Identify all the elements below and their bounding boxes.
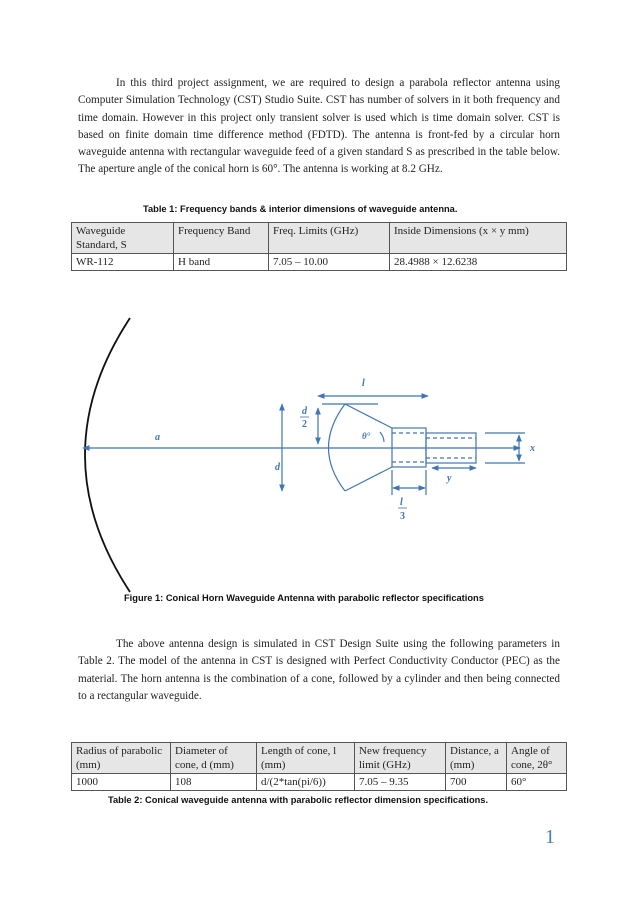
cone-top-edge — [345, 404, 392, 428]
table1-header-cell: Freq. Limits (GHz) — [269, 223, 390, 254]
table2-cell: 1000 — [72, 774, 171, 791]
cone-bottom-edge — [345, 467, 392, 491]
table1-cell: 28.4988 × 12.6238 — [390, 254, 567, 271]
table1-caption: Table 1: Frequency bands & interior dimensions of waveguide antenna. — [143, 204, 458, 214]
table2 — [71, 742, 567, 791]
label-theta: θ° — [362, 431, 371, 441]
table1-cell: H band — [174, 254, 269, 271]
label-l3-numerator: l — [400, 497, 403, 508]
label-d: d — [275, 462, 280, 473]
table2-header-cell: Radius of parabolic (mm) — [72, 743, 171, 774]
label-d2-denominator: 2 — [302, 419, 307, 430]
table1-header-cell: Waveguide Standard, S — [72, 223, 174, 254]
label-a: a — [155, 432, 160, 443]
theta-arc — [380, 432, 384, 442]
second-paragraph: The above antenna design is simulated in CST Design Suite using the following parameters in Table 2. The model of the antenna in CST is designed with Perfect Conductivity Conductor (PEC) as the material. The horn antenna is the combination of a cone, followed by a cylinder and then being connected to a rectangular waveguide. — [78, 638, 560, 702]
table2-header-cell: Length of cone, l (mm) — [257, 743, 355, 774]
table2-header-cell: Angle of cone, 2θ° — [507, 743, 567, 774]
table1-header-cell: Frequency Band — [174, 223, 269, 254]
parabolic-reflector — [85, 318, 130, 592]
table2-cell: 700 — [446, 774, 507, 791]
page-number: 1 — [545, 826, 555, 848]
table2-header-row — [72, 743, 567, 774]
label-y: y — [447, 473, 452, 484]
table2-header-cell: Diameter of cone, d (mm) — [171, 743, 257, 774]
table2-cell: 60° — [507, 774, 567, 791]
table2-header-cell: New frequency limit (GHz) — [355, 743, 446, 774]
table2-header-cell: Distance, a (mm) — [446, 743, 507, 774]
table2-cell: 7.05 – 9.35 — [355, 774, 446, 791]
table2-row — [72, 774, 567, 791]
table2-cell: 108 — [171, 774, 257, 791]
label-l3-denominator: 3 — [400, 511, 405, 522]
table1-cell: 7.05 – 10.00 — [269, 254, 390, 271]
table1-cell: WR-112 — [72, 254, 174, 271]
table2-cell: d/(2*tan(pi/6)) — [257, 774, 355, 791]
figure-caption: Figure 1: Conical Horn Waveguide Antenna with parabolic reflector specifications — [124, 593, 484, 603]
label-x: x — [530, 443, 535, 454]
label-d2-numerator: d — [302, 406, 307, 417]
intro-paragraph: In this third project assignment, we are required to design a parabola reflector antenna using Computer Simulation Technology (CST) Studio Suite. CST has number of solvers in it both frequency and time domain. However in this project only transient solver is used which is time domain solver. CST is based on finite domain time difference method (FDTD). The antenna is front-fed by a circular horn waveguide antenna with rectangular waveguide feed of a given standard S as prescribed in the table below. The aperture angle of the conical horn is 60°. The antenna is working at 8.2 GHz. — [78, 77, 560, 176]
label-l: l — [362, 378, 365, 389]
table1-header-cell: Inside Dimensions (x × y mm) — [390, 223, 567, 254]
table2-caption: Table 2: Conical waveguide antenna with parabolic reflector dimension specifications. — [108, 795, 489, 805]
